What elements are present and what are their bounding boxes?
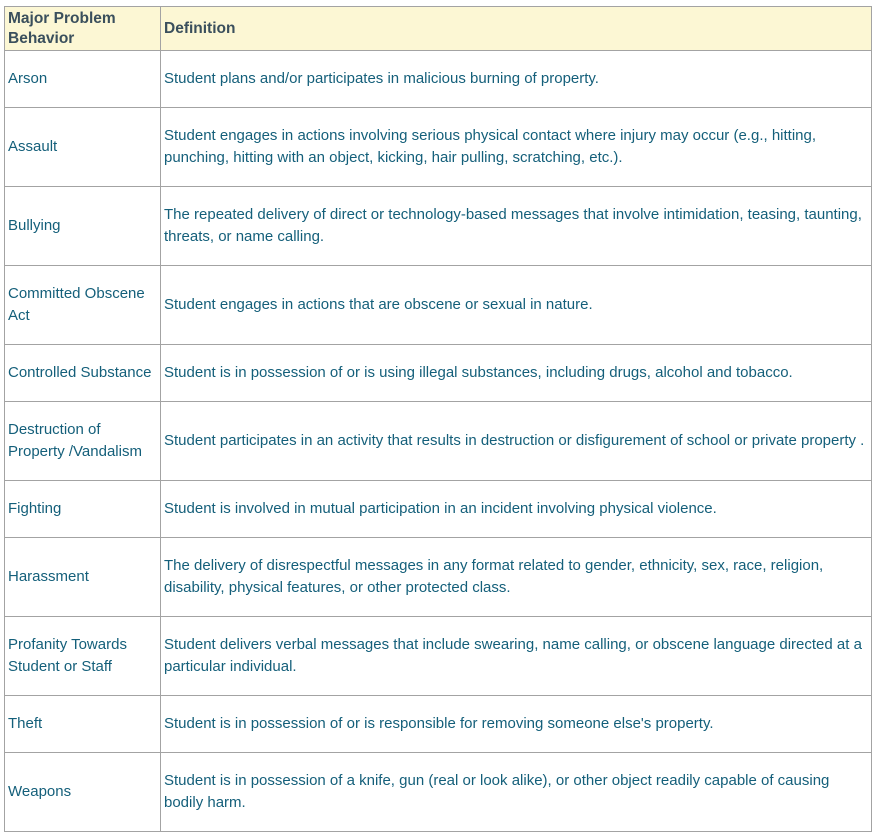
table-row bbox=[5, 108, 872, 187]
table-row bbox=[5, 481, 872, 538]
definition-cell: Student is in possession of or is using illegal substances, including drugs, alcohol and tobacco. bbox=[161, 345, 872, 402]
table-header-row bbox=[5, 7, 872, 51]
behavior-cell: Assault bbox=[5, 108, 161, 187]
table-row bbox=[5, 266, 872, 345]
behavior-cell: Destruction of Property /Vandalism bbox=[5, 402, 161, 481]
table-row bbox=[5, 753, 872, 832]
table-row bbox=[5, 187, 872, 266]
definition-cell: Student delivers verbal messages that include swearing, name calling, or obscene language directed at a particular individual. bbox=[161, 617, 872, 696]
table-row bbox=[5, 402, 872, 481]
behavior-cell: Fighting bbox=[5, 481, 161, 538]
behavior-cell: Profanity Towards Student or Staff bbox=[5, 617, 161, 696]
behavior-cell: Arson bbox=[5, 51, 161, 108]
definition-cell: Student engages in actions involving serious physical contact where injury may occur (e.g., hitting, punching, hitting with an object, kicking, hair pulling, scratching, etc.). bbox=[161, 108, 872, 187]
behavior-cell: Controlled Substance bbox=[5, 345, 161, 402]
definition-cell: Student is involved in mutual participation in an incident involving physical violence. bbox=[161, 481, 872, 538]
behavior-cell: Weapons bbox=[5, 753, 161, 832]
table-row bbox=[5, 538, 872, 617]
behavior-definitions-table bbox=[4, 6, 872, 832]
table-row bbox=[5, 51, 872, 108]
definition-cell: The delivery of disrespectful messages in any format related to gender, ethnicity, sex, race, religion, disability, physical features, or other protected class. bbox=[161, 538, 872, 617]
definition-cell: Student is in possession of or is responsible for removing someone else's property. bbox=[161, 696, 872, 753]
header-behavior: Major Problem Behavior bbox=[5, 7, 161, 51]
behavior-cell: Bullying bbox=[5, 187, 161, 266]
definition-cell: Student plans and/or participates in malicious burning of property. bbox=[161, 51, 872, 108]
definition-cell: Student participates in an activity that results in destruction or disfigurement of school or private property . bbox=[161, 402, 872, 481]
header-definition: Definition bbox=[161, 7, 872, 51]
behavior-cell: Committed Obscene Act bbox=[5, 266, 161, 345]
table-row bbox=[5, 345, 872, 402]
behavior-cell: Harassment bbox=[5, 538, 161, 617]
definition-cell: Student is in possession of a knife, gun (real or look alike), or other object readily capable of causing bodily harm. bbox=[161, 753, 872, 832]
table-row bbox=[5, 617, 872, 696]
table-row bbox=[5, 696, 872, 753]
definition-cell: The repeated delivery of direct or technology-based messages that involve intimidation, teasing, taunting, threats, or name calling. bbox=[161, 187, 872, 266]
behavior-cell: Theft bbox=[5, 696, 161, 753]
definition-cell: Student engages in actions that are obscene or sexual in nature. bbox=[161, 266, 872, 345]
